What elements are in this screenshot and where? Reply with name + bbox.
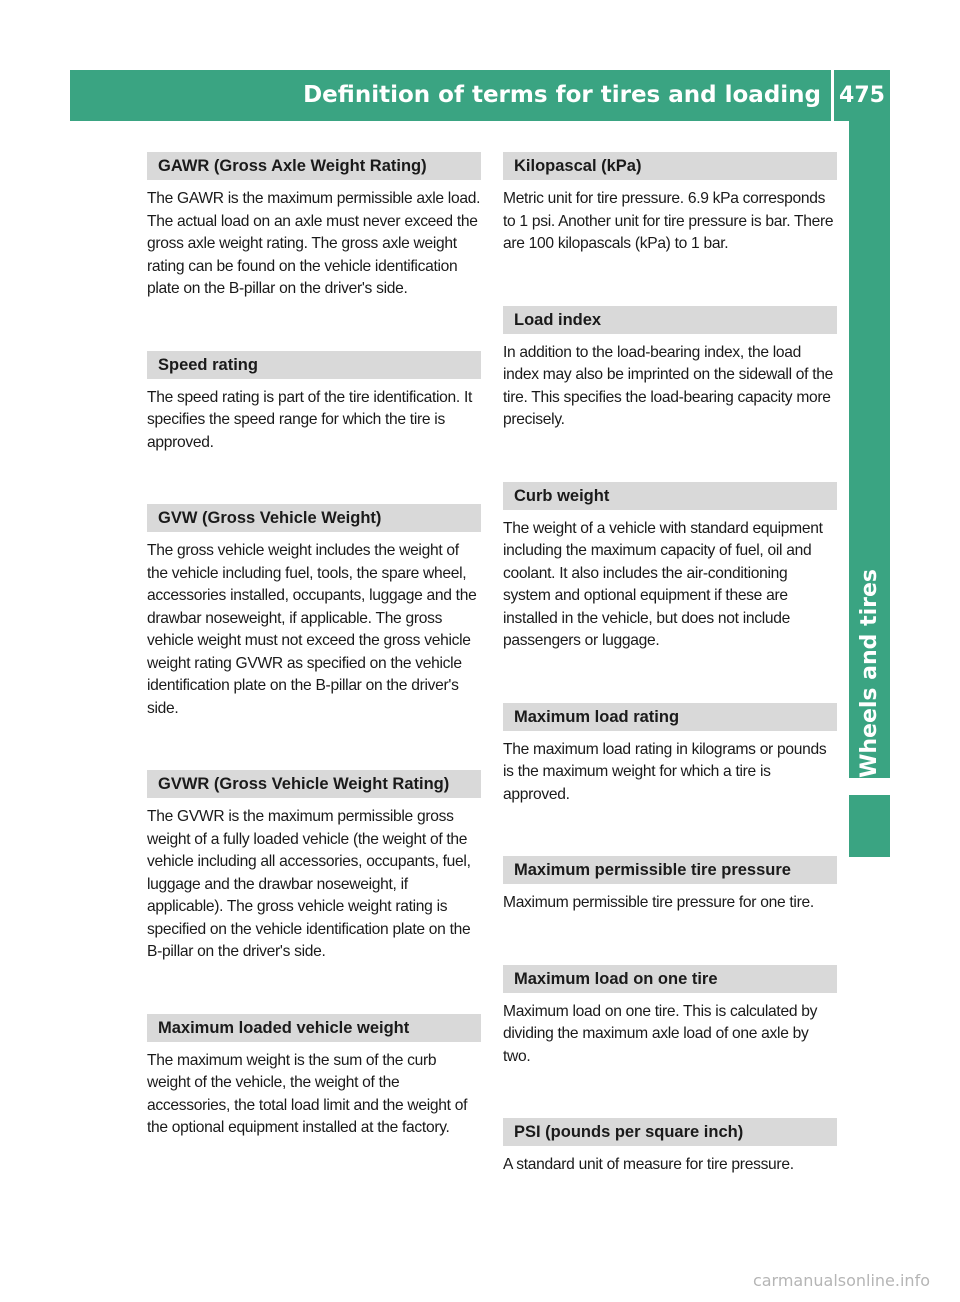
section-body: The GVWR is the maximum permissible gross weight of a fully loaded vehicle (the weight of the vehicle including all accessories, occupants, fuel, luggage and the drawbar noseweight, if applicable). The gross vehicle weight rating is specified on the vehicle identification plate on the B-pillar on the driver's side. — [147, 808, 471, 960]
page-header — [70, 70, 890, 121]
section-heading: GVWR (Gross Vehicle Weight Rating) — [147, 770, 481, 798]
section-gvw — [147, 504, 481, 720]
section-max-loaded-weight — [147, 1014, 481, 1140]
section-gawr — [147, 152, 481, 301]
watermark: carmanualsonline.info — [752, 1271, 930, 1290]
section-body: The GAWR is the maximum permissible axle load. The actual load on an axle must never exceed the gross axle weight rating. The gross axle weight rating can be found on the vehicle identification plate on the B-pillar on the driver's side. — [147, 190, 481, 297]
section-heading: Load index — [503, 306, 837, 334]
section-heading: Maximum load rating — [503, 703, 837, 731]
section-heading: Maximum loaded vehicle weight — [147, 1014, 481, 1042]
page-number: 475 — [839, 83, 885, 108]
right-column — [503, 152, 837, 1227]
section-speed-rating — [147, 351, 481, 455]
section-heading: Kilopascal (kPa) — [503, 152, 837, 180]
section-heading: Speed rating — [147, 351, 481, 379]
section-heading: GVW (Gross Vehicle Weight) — [147, 504, 481, 532]
section-heading: Maximum load on one tire — [503, 965, 837, 993]
section-body: Maximum load on one tire. This is calculated by dividing the maximum axle load of one axle by two. — [503, 1002, 818, 1065]
section-heading: Maximum permissible tire pressure — [503, 856, 837, 884]
section-body: The maximum load rating in kilograms or pounds is the maximum weight for which a tire is approved. — [503, 740, 827, 803]
section-max-tire-pressure — [503, 856, 837, 915]
section-heading: GAWR (Gross Axle Weight Rating) — [147, 152, 481, 180]
section-curb-weight — [503, 482, 837, 653]
section-kilopascal — [503, 152, 837, 256]
section-body: A standard unit of measure for tire pressure. — [503, 1156, 794, 1173]
section-body: In addition to the load-bearing index, the load index may also be imprinted on the sidewall of the tire. This specifies the load-bearing capacity more precisely. — [503, 343, 833, 428]
left-column — [147, 152, 481, 1190]
chapter-tab — [849, 121, 890, 778]
section-body: The maximum weight is the sum of the curb weight of the vehicle, the weight of the accessories, the total load limit and the weight of the optional equipment installed at the factory. — [147, 1051, 468, 1136]
section-body: The weight of a vehicle with standard equipment including the maximum capacity of fuel, oil and coolant. It also includes the air-conditioning system and optional equipment if these are installed in the vehicle, but does not include passengers or luggage. — [503, 519, 823, 649]
chapter-tab-label: Wheels and tires — [857, 569, 882, 778]
section-body: The gross vehicle weight includes the weight of the vehicle including fuel, tools, the spare wheel, accessories installed, occupants, luggage and the drawbar noseweight, if applicable. The gross vehicle weight must not exceed the gross vehicle weight rating GVWR as specified on the vehicle identification plate on the B-pillar on the driver's side. — [147, 542, 477, 717]
section-max-load-rating — [503, 703, 837, 807]
section-max-load-one-tire — [503, 965, 837, 1069]
chapter-marker — [849, 795, 890, 857]
section-heading: Curb weight — [503, 482, 837, 510]
section-psi — [503, 1118, 837, 1177]
section-body: The speed rating is part of the tire identification. It specifies the speed range for which the tire is approved. — [147, 388, 473, 451]
section-load-index — [503, 306, 837, 432]
section-body: Maximum permissible tire pressure for one tire. — [503, 894, 814, 911]
section-heading: PSI (pounds per square inch) — [503, 1118, 837, 1146]
section-body: Metric unit for tire pressure. 6.9 kPa corresponds to 1 psi. Another unit for tire pressure is bar. There are 100 kilopascals (kPa) to 1 bar. — [503, 190, 834, 252]
section-gvwr — [147, 770, 481, 964]
page-title: Definition of terms for tires and loading — [303, 82, 821, 108]
